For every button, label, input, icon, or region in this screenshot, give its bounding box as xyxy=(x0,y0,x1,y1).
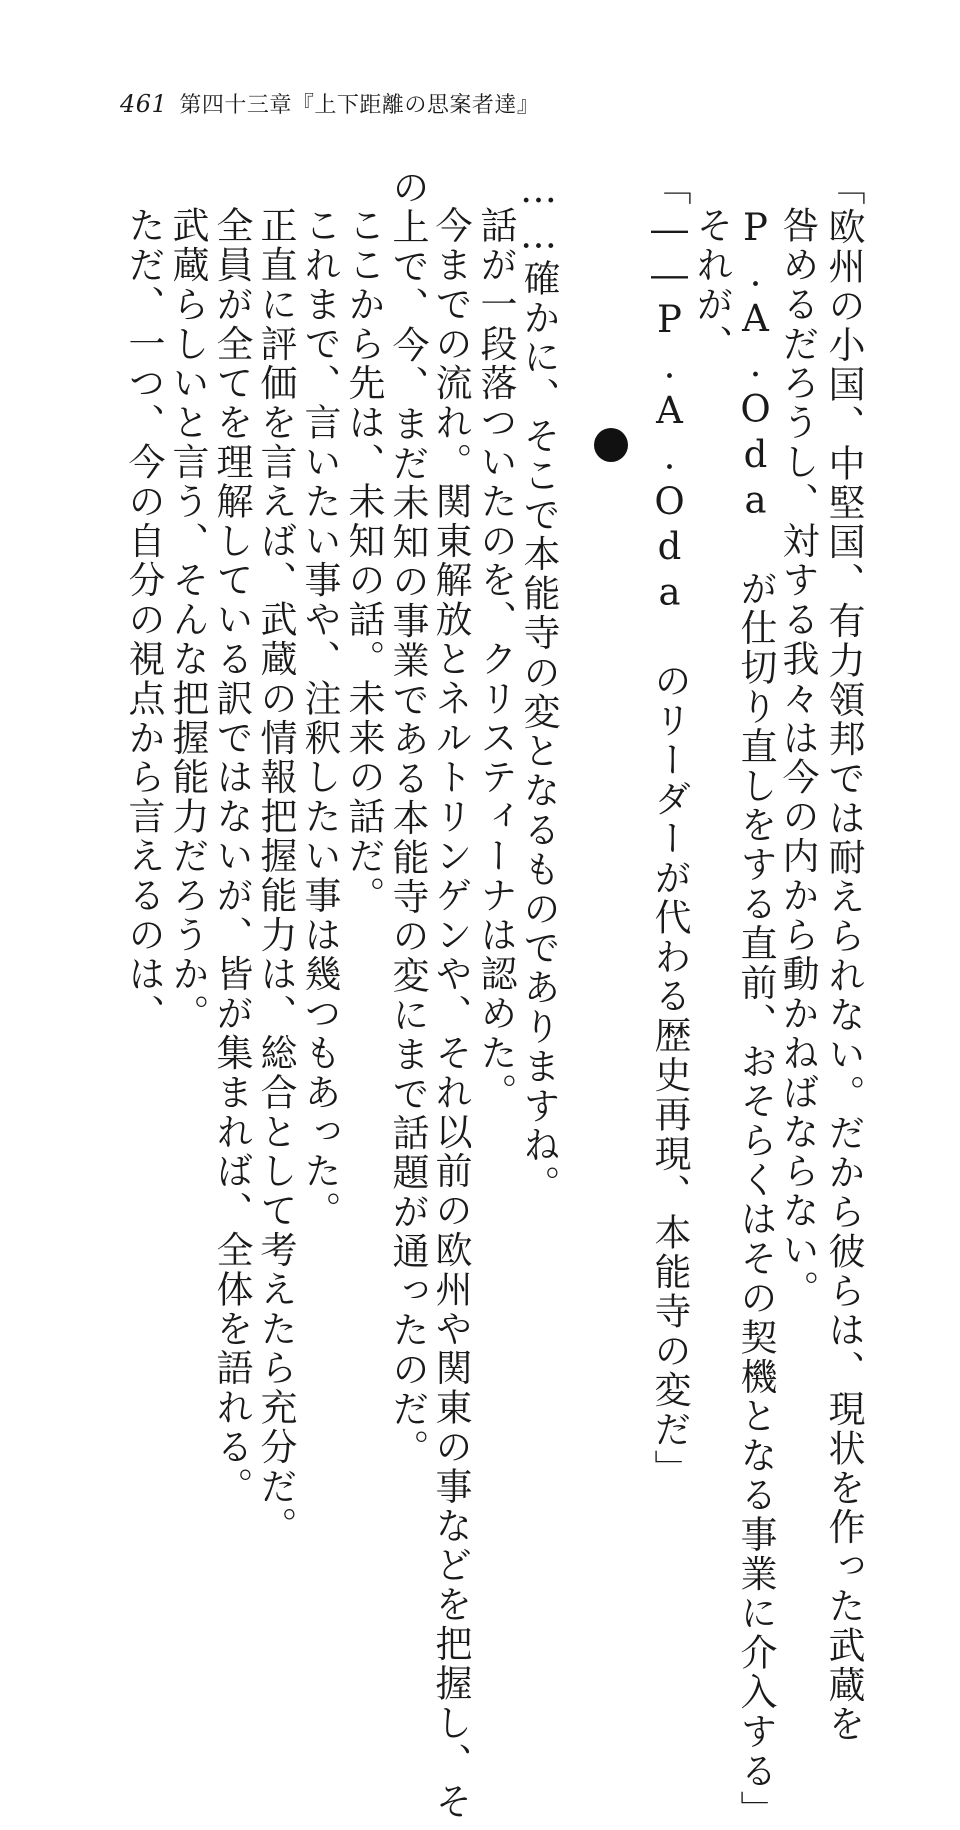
page-number: 461 xyxy=(120,90,168,118)
text-column: ……確かに、そこで本能寺の変となるものでありますね。 xyxy=(517,168,560,1205)
text-column: それが、 xyxy=(690,206,733,364)
text-column: P.A.Oda が仕切り直しをする直前、おそらくはその契機となる事業に介入する」 xyxy=(734,206,777,1830)
text-column: 「欧州の小国、中堅国、有力領邦では耐えられない。だから彼らは、現状を作った武蔵を xyxy=(822,168,865,1744)
text-column: 話が一段落ついたのを、クリスティーナは認めた。 xyxy=(474,206,517,1113)
chapter-title: 第四十三章『上下距離の思案者達』 xyxy=(179,93,540,118)
text-column: ここから先は、未知の話。未来の話だ。 xyxy=(342,206,385,916)
text-column: 武蔵らしいと言う、そんな把握能力だろうか。 xyxy=(166,206,209,1034)
text-column: の上で、今、まだ未知の事業である本能寺の変にまで話題が通ったのだ。 xyxy=(386,168,429,1469)
text-column: これまで、言いたい事や、注釈したい事は幾つもあった。 xyxy=(298,206,341,1231)
section-break-dot xyxy=(594,428,628,462)
text-column: ただ、一つ、今の自分の視点から言えるのは、 xyxy=(122,206,165,1034)
text-column: 「――P.A.Oda のリーダーが代わる歴史再現、本能寺の変だ」 xyxy=(648,168,691,1489)
text-column: 全員が全てを理解している訳ではないが、皆が集まれば、全体を語れる。 xyxy=(210,206,253,1507)
text-column: 今までの流れ。関東解放とネルトリンゲンや、それ以前の欧州や関東の事などを把握し、そ xyxy=(429,206,472,1822)
running-header xyxy=(120,88,539,119)
text-column: 正直に評価を言えば、武蔵の情報把握能力は、総合として考えたら充分だ。 xyxy=(254,206,297,1546)
text-column: 咎めるだろうし、対する我々は今の内から動かねばならない。 xyxy=(776,206,819,1310)
